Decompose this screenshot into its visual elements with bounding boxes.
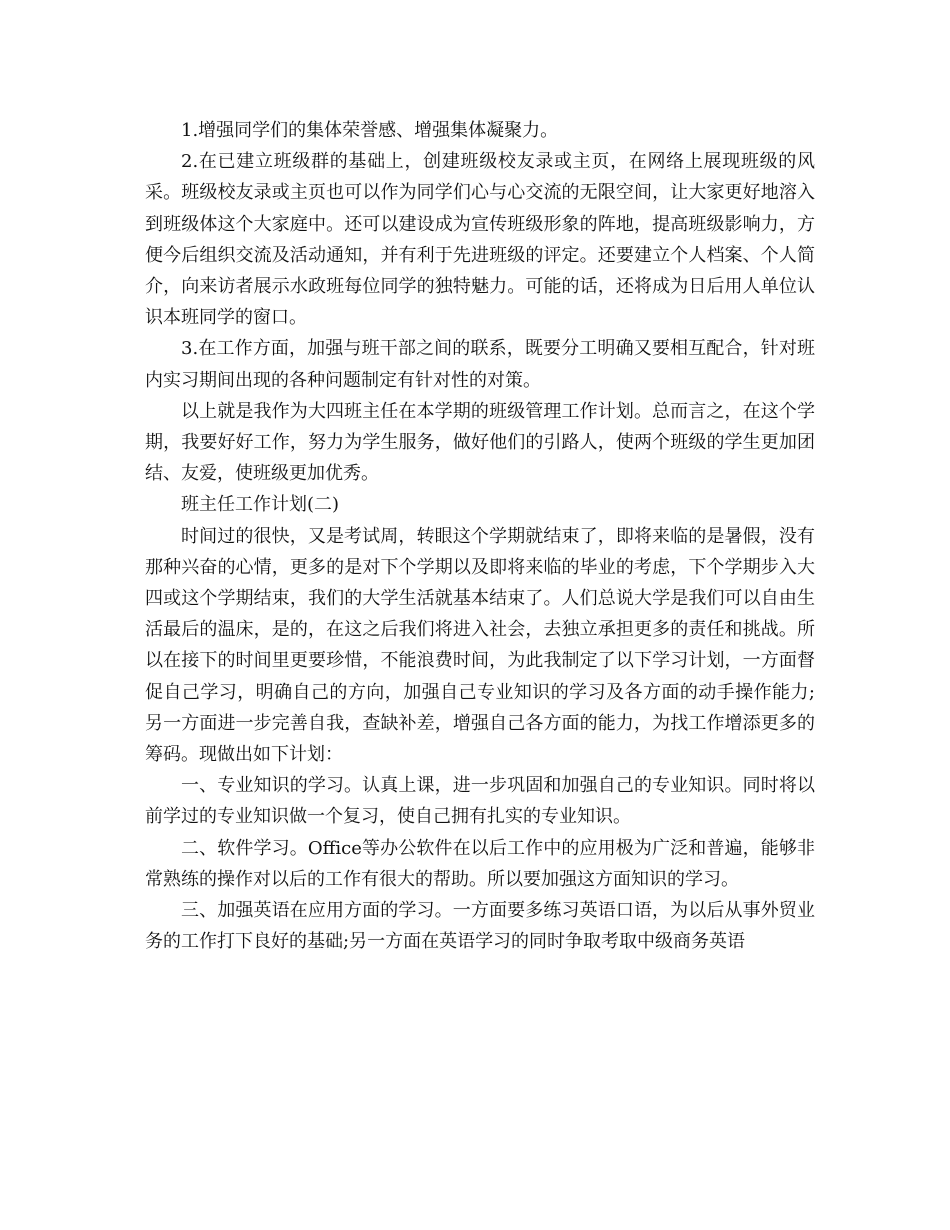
document-body bbox=[145, 115, 815, 957]
paragraph-6: 一、专业知识的学习。认真上课，进一步巩固和加强自己的专业知识。同时将以前学过的专业知识做一个复习，使自己拥有扎实的专业知识。 bbox=[145, 775, 815, 828]
paragraph-8: 三、加强英语在应用方面的学习。一方面要多练习英语口语，为以后从事外贸业务的工作打下良好的基础;另一方面在英语学习的同时争取考取中级商务英语 bbox=[145, 900, 815, 953]
paragraph-5: 时间过的很快，又是考试周，转眼这个学期就结束了，即将来临的是暑假，没有那种兴奋的心情，更多的是对下个学期以及即将来临的毕业的考虑，下个学期步入大四或这个学期结束，我们的大学生活就基本结束了。人们总说大学是我们可以自由生活最后的温床，是的，在这之后我们将进入社会，去独立承担更多的责任和挑战。所以在接下的时间里更要珍惜，不能浪费时间，为此我制定了以下学习计划，一方面督促自己学习，明确自己的方向，加强自己专业知识的学习及各方面的动手操作能力;另一方面进一步完善自我，查缺补差，增强自己各方面的能力，为找工作增添更多的筹码。现做出如下计划： bbox=[145, 525, 815, 766]
section-heading: 班主任工作计划(二) bbox=[181, 494, 340, 516]
paragraph-3: 3.在工作方面，加强与班干部之间的联系，既要分工明确又要相互配合，针对班内实习期间出现的各种问题制定有针对性的对策。 bbox=[145, 338, 815, 391]
paragraph-2: 2.在已建立班级群的基础上，创建班级校友录或主页，在网络上展现班级的风采。班级校友录或主页也可以作为同学们心与心交流的无限空间，让大家更好地溶入到班级体这个大家庭中。还可以建设成为宣传班级形象的阵地，提高班级影响力，方便今后组织交流及活动通知，并有利于先进班级的评定。还要建立个人档案、个人简介，向来访者展示水政班每位同学的独特魅力。可能的话，还将成为日后用人单位认识本班同学的窗口。 bbox=[145, 151, 815, 329]
paragraph-4: 以上就是我作为大四班主任在本学期的班级管理工作计划。总而言之，在这个学期，我要好好工作，努力为学生服务，做好他们的引路人，使两个班级的学生更加团结、友爱，使班级更加优秀。 bbox=[145, 400, 815, 485]
paragraph-7: 二、软件学习。Office等办公软件在以后工作中的应用极为广泛和普遍，能够非常熟练的操作对以后的工作有很大的帮助。所以要加强这方面知识的学习。 bbox=[145, 837, 815, 890]
paragraph-1: 1.增强同学们的集体荣誉感、增强集体凝聚力。 bbox=[181, 120, 559, 141]
